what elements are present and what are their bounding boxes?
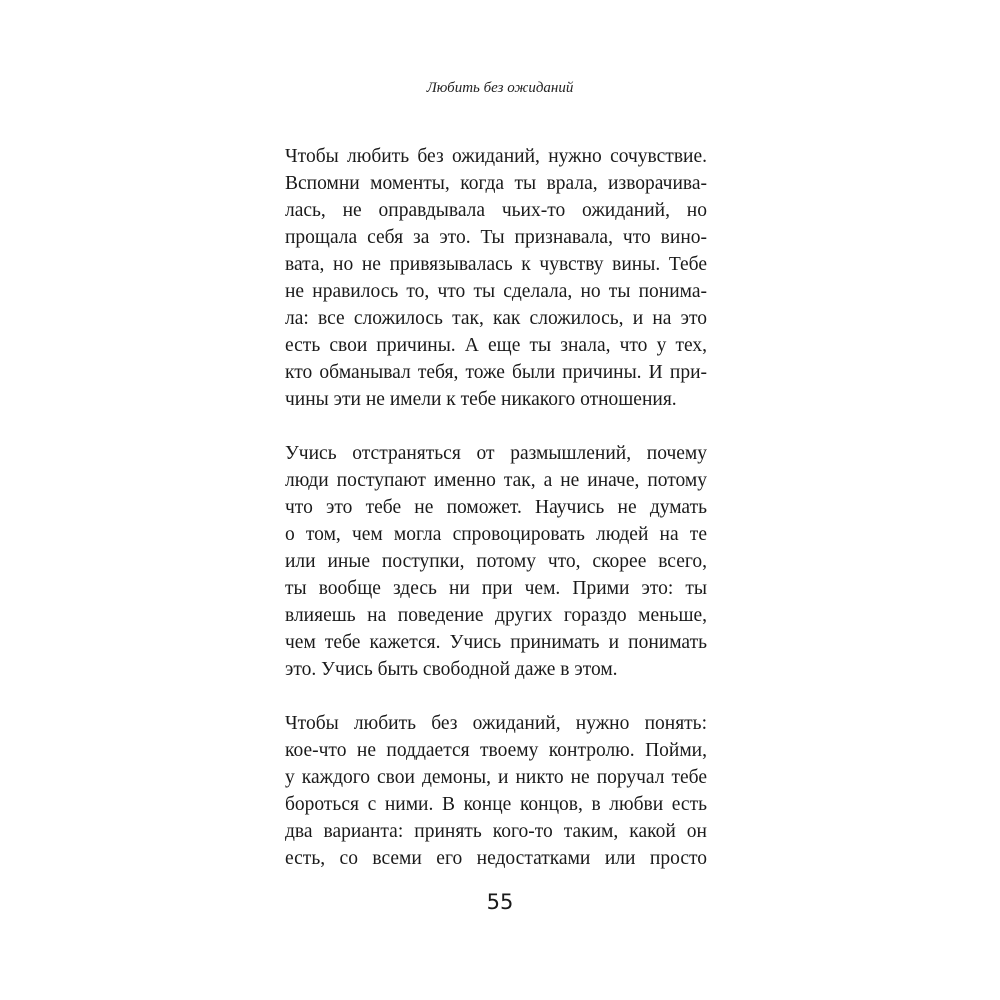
text-line: кое-что не поддается твоему контролю. Пойми, [285, 740, 707, 761]
paragraph-3 [285, 710, 707, 872]
paragraph-1 [285, 143, 707, 413]
text-line: о том, чем могла спровоцировать людей на те [285, 524, 707, 545]
body-text [285, 143, 707, 899]
text-line: вата, но не привязывалась к чувству вины. Тебе [285, 254, 707, 275]
text-line: Учись отстраняться от размышлений, почему [285, 443, 707, 464]
text-line: это. Учись быть свободной даже в этом. [285, 659, 618, 680]
text-line: не нравилось то, что ты сделала, но ты понима- [285, 281, 707, 302]
text-line: Вспомни моменты, когда ты врала, изворачива- [285, 173, 707, 194]
text-line: есть, со всеми его недостатками или просто [285, 848, 707, 869]
text-line: Чтобы любить без ожиданий, нужно понять: [285, 713, 707, 734]
text-line: прощала себя за это. Ты признавала, что вино- [285, 227, 707, 248]
text-line: кто обманывал тебя, тоже были причины. И при- [285, 362, 707, 383]
text-line: Чтобы любить без ожиданий, нужно сочувствие. [285, 146, 707, 167]
text-line: люди поступают именно так, а не иначе, потому [285, 470, 707, 491]
text-line: бороться с ними. В конце концов, в любви есть [285, 794, 707, 815]
text-line: влияешь на поведение других гораздо меньше, [285, 605, 707, 626]
text-line: два варианта: принять кого-то таким, какой он [285, 821, 707, 842]
running-head: Любить без ожиданий [426, 80, 574, 96]
text-line: или иные поступки, потому что, скорее всего, [285, 551, 707, 572]
text-line: чем тебе кажется. Учись принимать и понимать [285, 632, 707, 653]
text-line: лась, не оправдывала чьих-то ожиданий, но [285, 200, 707, 221]
text-line: ла: все сложилось так, как сложилось, и на это [285, 308, 707, 329]
text-line: у каждого свои демоны, и никто не поручал тебе [285, 767, 707, 788]
text-line: есть свои причины. А еще ты знала, что у тех, [285, 335, 707, 356]
text-line: что это тебе не поможет. Научись не думать [285, 497, 707, 518]
text-line: чины эти не имели к тебе никакого отношения. [285, 389, 677, 410]
text-line: ты вообще здесь ни при чем. Прими это: ты [285, 578, 707, 599]
paragraph-2 [285, 440, 707, 683]
page-number: 55 [486, 890, 514, 914]
